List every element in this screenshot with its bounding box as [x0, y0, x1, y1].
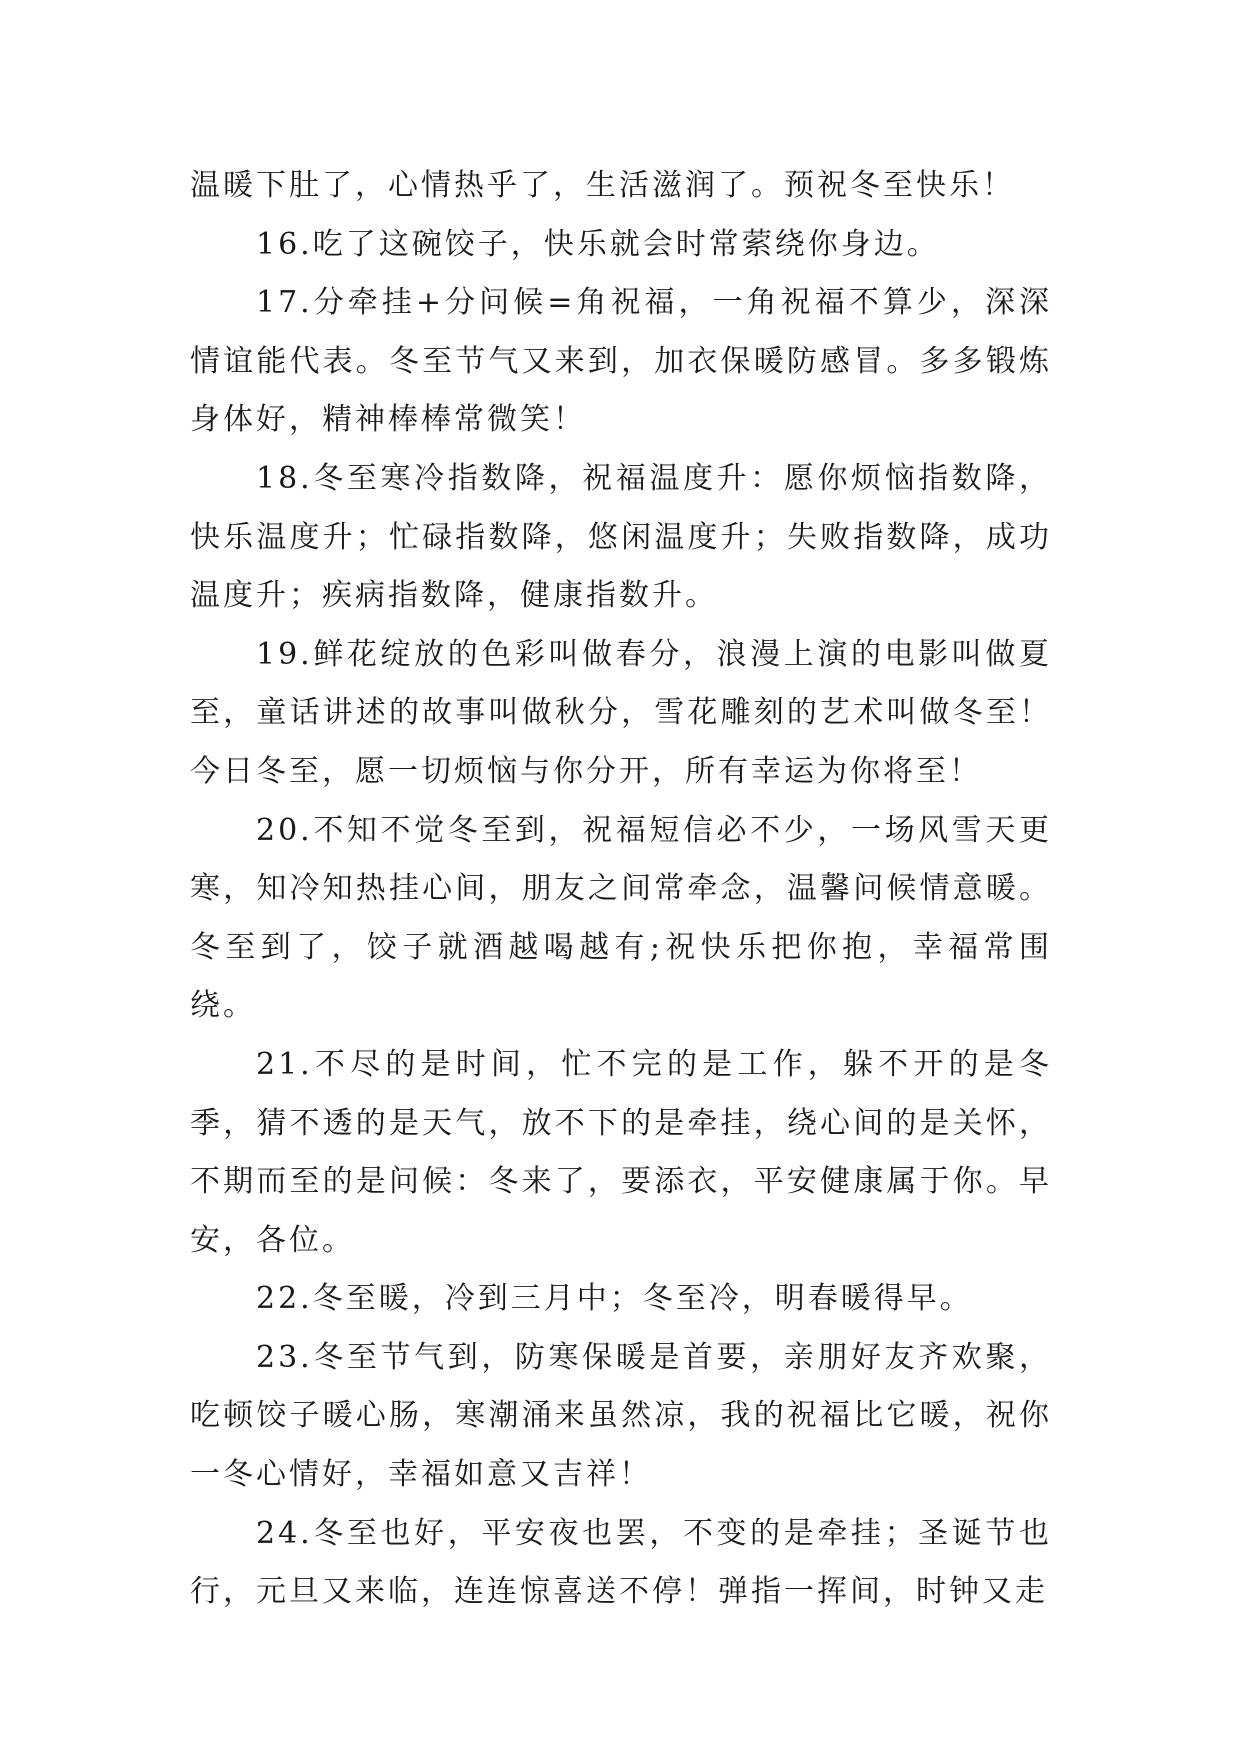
paragraph: 18.冬至寒冷指数降，祝福温度升：愿你烦恼指数降，快乐温度升；忙碌指数降，悠闲温度升；失败指数降，成功温度升；疾病指数降，健康指数升。	[190, 460, 1052, 614]
paragraph: 16.吃了这碗饺子，快乐就会时常萦绕你身边。	[256, 226, 940, 262]
paragraph: 19.鲜花绽放的色彩叫做春分，浪漫上演的电影叫做夏至，童话讲述的故事叫做秋分，雪花雕刻的艺术叫做冬至！今日冬至，愿一切烦恼与你分开，所有幸运为你将至！	[190, 636, 1052, 789]
paragraph: 20.不知不觉冬至到，祝福短信必不少，一场风雪天更寒，知冷知热挂心间，朋友之间常牵念，温馨问候情意暖。冬至到了，饺子就酒越喝越有;祝快乐把你抱，幸福常围绕。	[190, 812, 1052, 1024]
document-body	[190, 157, 1052, 1622]
paragraph: 22.冬至暖，冷到三月中；冬至冷，明春暖得早。	[256, 1281, 973, 1317]
paragraph: 温暖下肚了，心情热乎了，生活滋润了。预祝冬至快乐！	[190, 168, 1015, 203]
paragraph: 24.冬至也好，平安夜也罢，不变的是牵挂；圣诞节也行，元旦又来临，连连惊喜送不停！弹指一挥间，时钟又走	[190, 1515, 1052, 1610]
paragraph: 21.不尽的是时间，忙不完的是工作，躲不开的是冬季，猜不透的是天气，放不下的是牵挂，绕心间的是关怀，不期而至的是问候：冬来了，要添衣，平安健康属于你。早安，各位。	[190, 1046, 1052, 1258]
paragraph: 23.冬至节气到，防寒保暖是首要，亲朋好友齐欢聚，吃顿饺子暖心肠，寒潮涌来虽然凉，我的祝福比它暖，祝你一冬心情好，幸福如意又吉祥！	[190, 1339, 1052, 1493]
paragraph: 17.分牵挂+分问候=角祝福，一角祝福不算少，深深情谊能代表。冬至节气又来到，加衣保暖防感冒。多多锻炼身体好，精神棒棒常微笑！	[190, 285, 1052, 438]
